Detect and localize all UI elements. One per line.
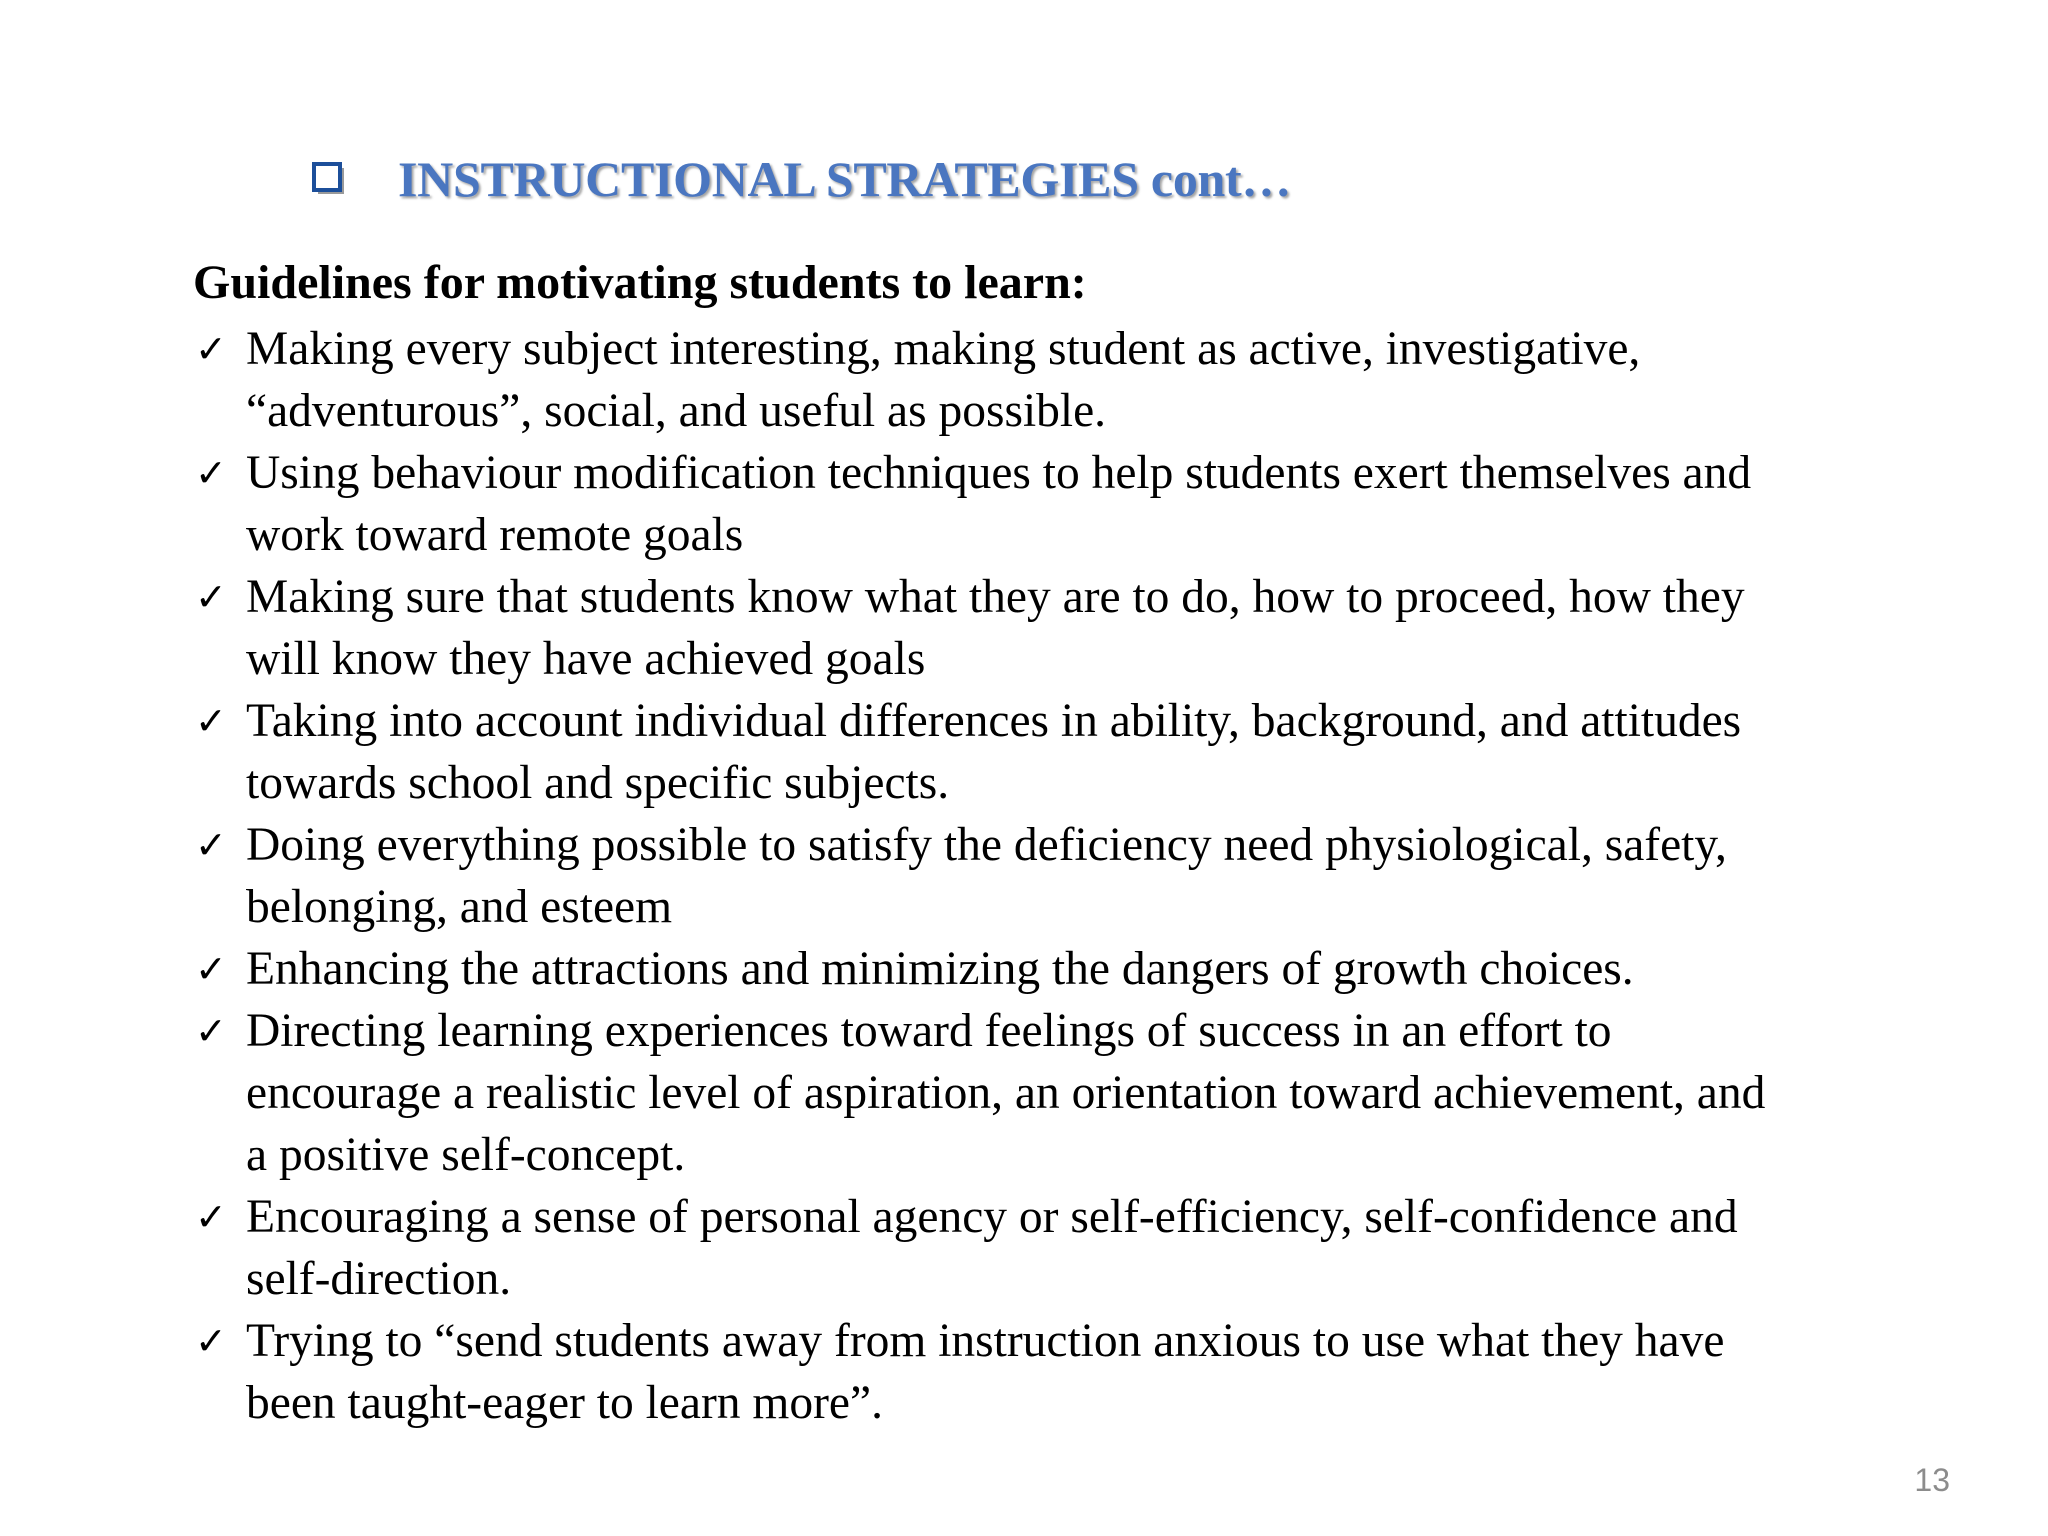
- list-item: [193, 318, 1913, 442]
- list-item-text: Trying to “send students away from instruction anxious to use what they have been taught-eager to learn more”.: [246, 1315, 1725, 1429]
- guidelines-list: [193, 318, 1913, 1434]
- heading-text: INSTRUCTIONAL STRATEGIES cont…: [398, 151, 1292, 207]
- checkmark-icon: ✓: [195, 1009, 227, 1053]
- list-item-text: Making every subject interesting, making student as active, investigative, “adventurous”, social, and useful as possible.: [246, 323, 1641, 437]
- list-item: [193, 814, 1913, 938]
- checkmark-icon: ✓: [195, 1319, 227, 1363]
- subheading: Guidelines for motivating students to learn:: [193, 256, 1087, 309]
- list-item: [193, 566, 1913, 690]
- list-item-text: Directing learning experiences toward feelings of success in an effort to encourage a realistic level of aspiration, an orientation toward achievement, and a positive self-concept.: [246, 1005, 1766, 1181]
- list-item-text: Enhancing the attractions and minimizing the dangers of growth choices.: [246, 943, 1634, 995]
- list-item-text: Making sure that students know what they are to do, how to proceed, how they will know they have achieved goals: [246, 571, 1745, 685]
- list-item-text: Doing everything possible to satisfy the deficiency need physiological, safety, belonging, and esteem: [246, 819, 1727, 933]
- checkmark-icon: ✓: [195, 1195, 227, 1239]
- checkmark-icon: ✓: [195, 575, 227, 619]
- list-item: [193, 1186, 1913, 1310]
- list-item: [193, 690, 1913, 814]
- checkbox-bullet-icon: [312, 162, 346, 196]
- list-item-text: Taking into account individual differences in ability, background, and attitudes towards school and specific subjects.: [246, 695, 1742, 809]
- list-item: [193, 938, 1913, 1000]
- slide-heading: [312, 150, 1291, 208]
- checkmark-icon: ✓: [195, 451, 227, 495]
- checkmark-icon: ✓: [195, 823, 227, 867]
- checkmark-icon: ✓: [195, 327, 227, 371]
- checkmark-icon: ✓: [195, 699, 227, 743]
- list-item: [193, 1310, 1913, 1434]
- list-item: [193, 442, 1913, 566]
- list-item: [193, 1000, 1913, 1186]
- list-item-text: Using behaviour modification techniques to help students exert themselves and work toward remote goals: [246, 447, 1752, 561]
- checkmark-icon: ✓: [195, 947, 227, 991]
- page-number: 13: [1914, 1462, 1950, 1498]
- list-item-text: Encouraging a sense of personal agency or self-efficiency, self-confidence and self-direction.: [246, 1191, 1738, 1305]
